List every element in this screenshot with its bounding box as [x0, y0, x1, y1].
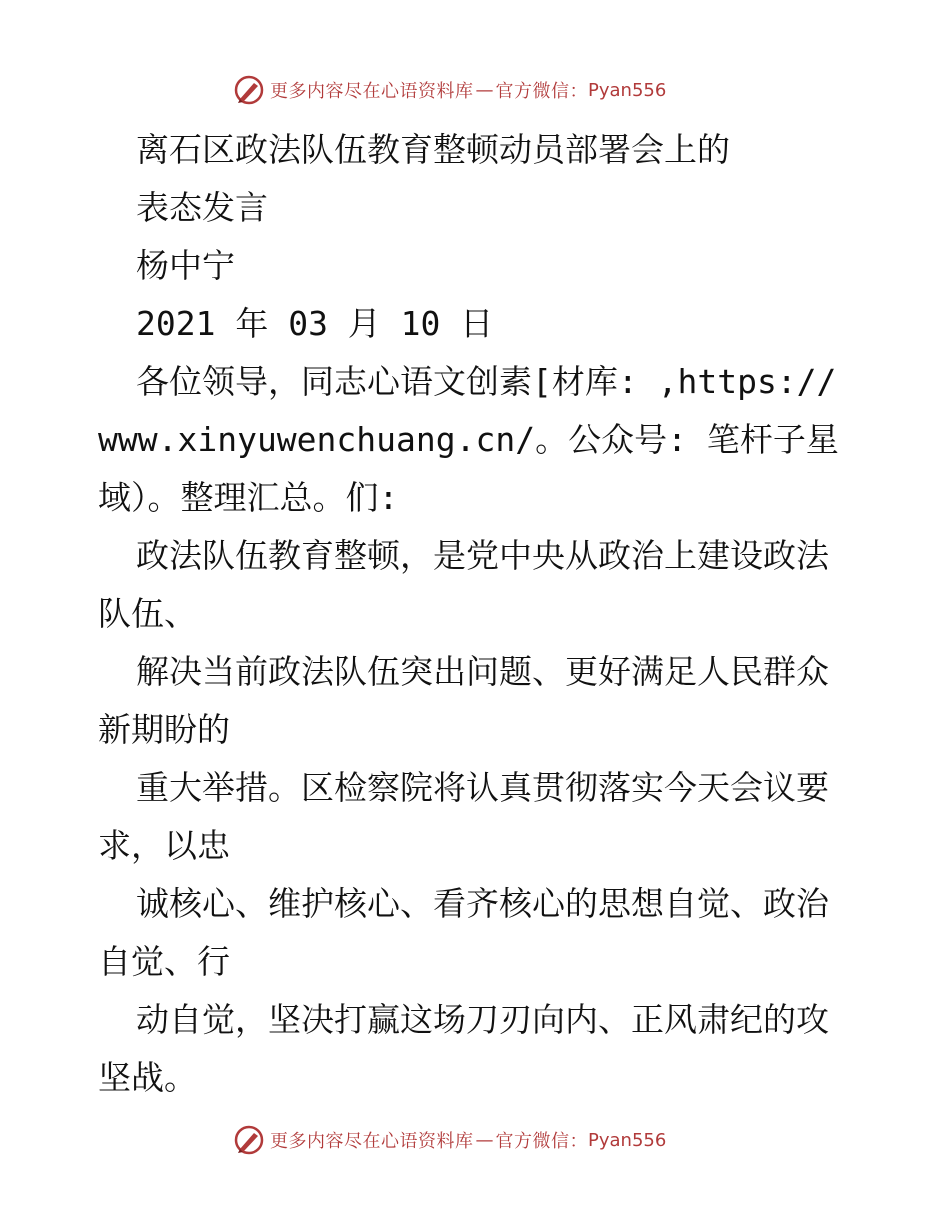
doc-title-line-2: 表态发言	[136, 188, 268, 227]
doc-author: 杨中宁	[136, 246, 235, 285]
doc-paragraph-line: www.xinyuwenchuang.cn/。公众号: 笔杆子星	[98, 420, 839, 459]
banner-wechat-id: Pyan556	[588, 1129, 667, 1151]
banner-wechat-label: 官方微信：	[495, 1131, 588, 1152]
footer-banner	[234, 1122, 714, 1158]
doc-paragraph-line: 动自觉，坚决打赢这场刀刃向内、正风肃纪的攻	[136, 1000, 829, 1039]
doc-paragraph-line: 诚核心、维护核心、看齐核心的思想自觉、政治	[136, 884, 829, 923]
banner-wechat-id: Pyan556	[588, 79, 667, 101]
doc-paragraph-line: 政法队伍教育整顿，是党中央从政治上建设政法	[136, 536, 829, 575]
banner-text: 更多内容尽在心语资料库	[270, 1131, 474, 1152]
header-banner	[234, 72, 714, 108]
doc-paragraph-line: 各位领导，同志心语文创素[材库: ,https://	[136, 362, 837, 401]
doc-title-line-1: 离石区政法队伍教育整顿动员部署会上的	[136, 130, 730, 169]
doc-date: 2021 年 03 月 10 日	[136, 304, 494, 343]
doc-paragraph-line: 坚战。	[98, 1058, 197, 1097]
doc-paragraph-line: 域）。整理汇总。们:	[98, 478, 399, 517]
banner-dash: —	[475, 79, 494, 101]
doc-paragraph-line: 求，以忠	[98, 826, 230, 865]
pen-circle-logo-icon	[234, 75, 264, 105]
document-body	[98, 121, 858, 1107]
pen-circle-logo-icon	[234, 1125, 264, 1155]
banner-dash: —	[475, 1129, 494, 1151]
doc-paragraph-line: 解决当前政法队伍突出问题、更好满足人民群众	[136, 652, 829, 691]
doc-paragraph-line: 新期盼的	[98, 710, 230, 749]
doc-paragraph-line: 重大举措。区检察院将认真贯彻落实今天会议要	[136, 768, 829, 807]
banner-wechat-label: 官方微信：	[495, 81, 588, 102]
doc-paragraph-line: 自觉、行	[98, 942, 230, 981]
banner-text: 更多内容尽在心语资料库	[270, 81, 474, 102]
doc-paragraph-line: 队伍、	[98, 594, 197, 633]
